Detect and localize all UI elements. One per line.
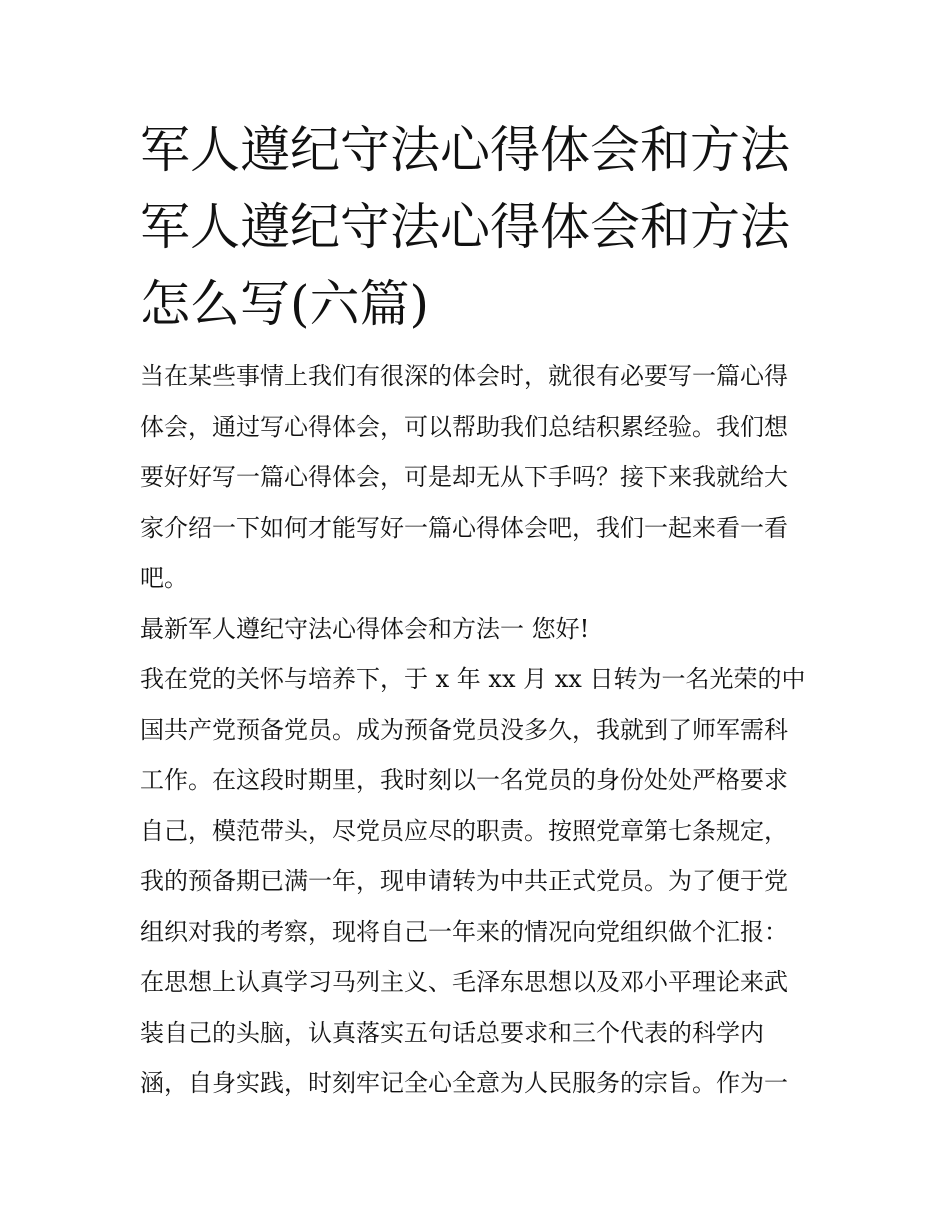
document-content	[140, 112, 812, 1109]
text-line: 涵，自身实践，时刻牢记全心全意为人民服务的宗旨。作为一	[140, 1069, 788, 1097]
text-line: 当在某些事情上我们有很深的体会时，就很有必要写一篇心得	[140, 362, 788, 390]
title-line: 军人遵纪守法心得体会和方法	[140, 121, 790, 179]
intro-paragraph	[140, 351, 812, 604]
title-line: 军人遵纪守法心得体会和方法	[140, 198, 790, 256]
document-title	[140, 112, 812, 343]
title-line: 怎么写(六篇)	[140, 275, 430, 333]
text-line: 国共产党预备党员。成为预备党员没多久，我就到了师军需科	[140, 715, 788, 744]
section-heading-text: 最新军人遵纪守法心得体会和方法一 您好!	[140, 614, 590, 643]
text-line: 工作。在这段时期里，我时刻以一名党员的身份处处严格要求	[140, 766, 788, 794]
text-line: 我在党的关怀与培养下，于 x 年 xx 月 xx 日转为一名光荣的中	[140, 665, 806, 693]
text-line: 自己，模范带头，尽党员应尽的职责。按照党章第七条规定，	[140, 816, 788, 845]
text-line: 吧。	[140, 564, 188, 592]
text-line: 在思想上认真学习马列主义、毛泽东思想以及邓小平理论来武	[140, 968, 788, 996]
text-line: 我的预备期已满一年，现申请转为中共正式党员。为了便于党	[140, 867, 788, 895]
document-body	[140, 351, 812, 1109]
text-line: 家介绍一下如何才能写好一篇心得体会吧，我们一起来看一看	[140, 513, 788, 542]
text-line: 装自己的头脑，认真落实五句话总要求和三个代表的科学内	[140, 1018, 764, 1047]
section-heading	[140, 604, 812, 655]
body-paragraph	[140, 654, 812, 1109]
text-line: 组织对我的考察，现将自己一年来的情况向党组织做个汇报：	[140, 917, 788, 946]
text-line: 要好好写一篇心得体会，可是却无从下手吗？接下来我就给大	[140, 463, 788, 491]
text-line: 体会，通过写心得体会，可以帮助我们总结积累经验。我们想	[140, 412, 788, 441]
